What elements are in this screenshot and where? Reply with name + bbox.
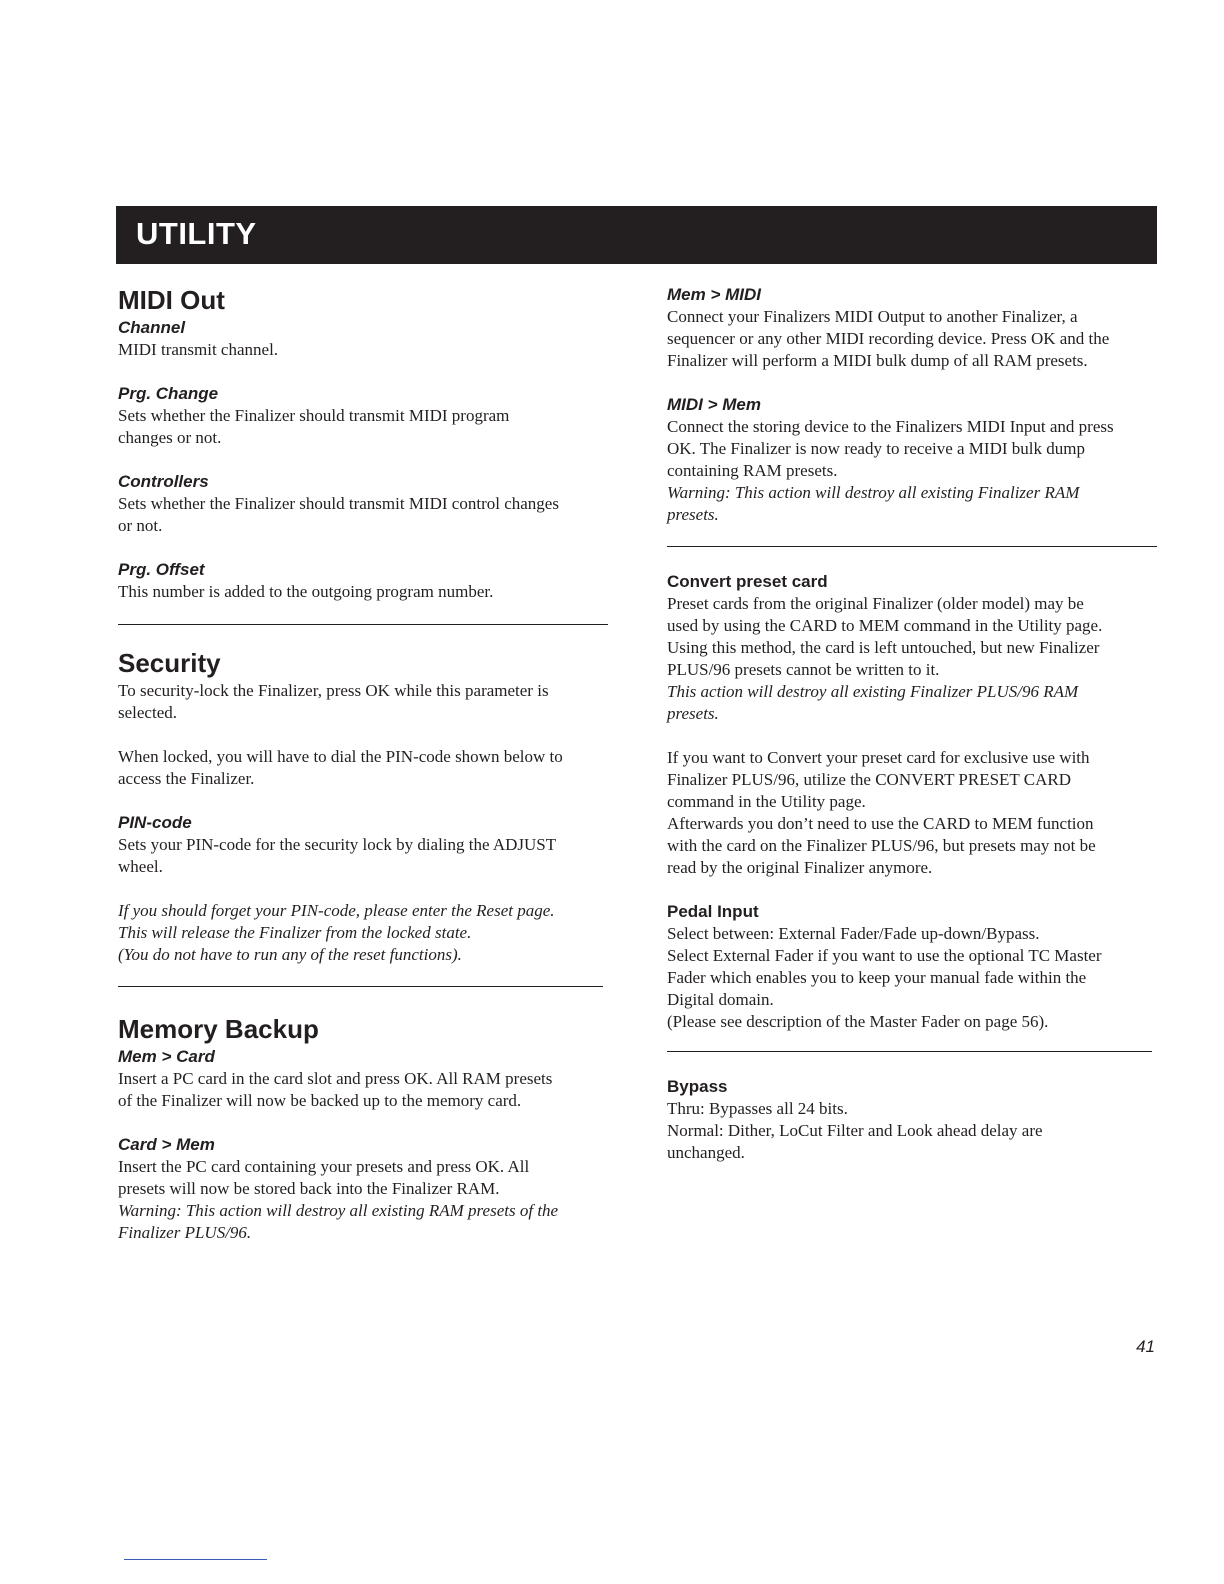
convert-line: Preset cards from the original Finalizer (older model) may be bbox=[667, 594, 1084, 613]
convert-more-line: If you want to Convert your preset card for exclusive use with bbox=[667, 748, 1090, 767]
card-mem-label: Card > Mem bbox=[118, 1135, 215, 1154]
section-banner bbox=[116, 206, 1157, 264]
convert-warning: presets. bbox=[667, 704, 719, 723]
convert-warning: This action will destroy all existing Finalizer PLUS/96 RAM bbox=[667, 682, 1079, 701]
security-intro-line: selected. bbox=[118, 703, 177, 722]
pedal-line: Digital domain. bbox=[667, 990, 774, 1009]
mem-midi-label: Mem > MIDI bbox=[667, 285, 761, 304]
security-intro-line: To security-lock the Finalizer, press OK while this parameter is bbox=[118, 681, 549, 700]
prg-offset-text: This number is added to the outgoing program number. bbox=[118, 582, 494, 601]
card-mem-line: Insert the PC card containing your presets and press OK. All bbox=[118, 1157, 530, 1176]
pedal-line: (Please see description of the Master Fader on page 56). bbox=[667, 1012, 1049, 1031]
security-locked-line: access the Finalizer. bbox=[118, 769, 255, 788]
channel-label: Channel bbox=[118, 318, 186, 337]
convert-line: PLUS/96 presets cannot be written to it. bbox=[667, 660, 940, 679]
midi-mem-label: MIDI > Mem bbox=[667, 395, 761, 414]
convert-line: used by using the CARD to MEM command in the Utility page. bbox=[667, 616, 1103, 635]
midi-mem-line: OK. The Finalizer is now ready to receive a MIDI bulk dump bbox=[667, 439, 1085, 458]
security-note-line: If you should forget your PIN-code, please enter the Reset page. bbox=[118, 901, 555, 920]
prg-change-line: Sets whether the Finalizer should transmit MIDI program bbox=[118, 406, 510, 425]
card-mem-line: presets will now be stored back into the Finalizer RAM. bbox=[118, 1179, 500, 1198]
mem-card-label: Mem > Card bbox=[118, 1047, 215, 1066]
security-note-line: This will release the Finalizer from the locked state. bbox=[118, 923, 472, 942]
page-number: 41 bbox=[1136, 1337, 1155, 1356]
bypass-line: unchanged. bbox=[667, 1143, 745, 1162]
bypass-line: Normal: Dither, LoCut Filter and Look ahead delay are bbox=[667, 1121, 1043, 1140]
midi-mem-line: containing RAM presets. bbox=[667, 461, 838, 480]
controllers-label: Controllers bbox=[118, 472, 209, 491]
card-mem-warning: Warning: This action will destroy all existing RAM presets of the bbox=[118, 1201, 559, 1220]
right-column bbox=[667, 284, 1157, 1164]
convert-line: Using this method, the card is left untouched, but new Finalizer bbox=[667, 638, 1100, 657]
mem-card-line: of the Finalizer will now be backed up to the memory card. bbox=[118, 1091, 522, 1110]
convert-more-line: command in the Utility page. bbox=[667, 792, 866, 811]
mem-card-line: Insert a PC card in the card slot and press OK. All RAM presets bbox=[118, 1069, 553, 1088]
channel-text: MIDI transmit channel. bbox=[118, 340, 279, 359]
security-heading: Security bbox=[118, 648, 221, 678]
midi-mem-warning: Warning: This action will destroy all existing Finalizer RAM bbox=[667, 483, 1080, 502]
security-note-line: (You do not have to run any of the reset functions). bbox=[118, 945, 462, 964]
mem-midi-line: sequencer or any other MIDI recording device. Press OK and the bbox=[667, 329, 1110, 348]
prg-change-line: changes or not. bbox=[118, 428, 222, 447]
convert-more-line: read by the original Finalizer anymore. bbox=[667, 858, 933, 877]
pin-code-label: PIN-code bbox=[118, 813, 192, 832]
mem-midi-line: Connect your Finalizers MIDI Output to another Finalizer, a bbox=[667, 307, 1078, 326]
prg-change-label: Prg. Change bbox=[118, 384, 219, 403]
bypass-label: Bypass bbox=[667, 1077, 728, 1096]
pedal-input-label: Pedal Input bbox=[667, 902, 759, 921]
convert-card-label: Convert preset card bbox=[667, 572, 828, 591]
midi-out-heading: MIDI Out bbox=[118, 285, 225, 315]
pedal-line: Select External Fader if you want to use the optional TC Master bbox=[667, 946, 1102, 965]
bypass-line: Thru: Bypasses all 24 bits. bbox=[667, 1099, 848, 1118]
left-column bbox=[118, 283, 608, 1244]
mem-midi-line: Finalizer will perform a MIDI bulk dump of all RAM presets. bbox=[667, 351, 1088, 370]
card-mem-warning: Finalizer PLUS/96. bbox=[118, 1223, 252, 1242]
memory-backup-heading: Memory Backup bbox=[118, 1014, 319, 1044]
footer-rule bbox=[124, 1559, 267, 1560]
pin-code-line: Sets your PIN-code for the security lock by dialing the ADJUST bbox=[118, 835, 557, 854]
controllers-line: or not. bbox=[118, 516, 163, 535]
pedal-line: Select between: External Fader/Fade up-down/Bypass. bbox=[667, 924, 1040, 943]
midi-mem-line: Connect the storing device to the Finalizers MIDI Input and press bbox=[667, 417, 1114, 436]
prg-offset-label: Prg. Offset bbox=[118, 560, 205, 579]
pin-code-line: wheel. bbox=[118, 857, 163, 876]
controllers-line: Sets whether the Finalizer should transmit MIDI control changes bbox=[118, 494, 559, 513]
pedal-line: Fader which enables you to keep your manual fade within the bbox=[667, 968, 1087, 987]
convert-more-line: Finalizer PLUS/96, utilize the CONVERT PRESET CARD bbox=[667, 770, 1071, 789]
convert-more-line: Afterwards you don’t need to use the CARD to MEM function bbox=[667, 814, 1094, 833]
page-title: UTILITY bbox=[136, 216, 257, 251]
security-locked-line: When locked, you will have to dial the PIN-code shown below to bbox=[118, 747, 563, 766]
midi-mem-warning: presets. bbox=[667, 505, 719, 524]
convert-more-line: with the card on the Finalizer PLUS/96, but presets may not be bbox=[667, 836, 1096, 855]
